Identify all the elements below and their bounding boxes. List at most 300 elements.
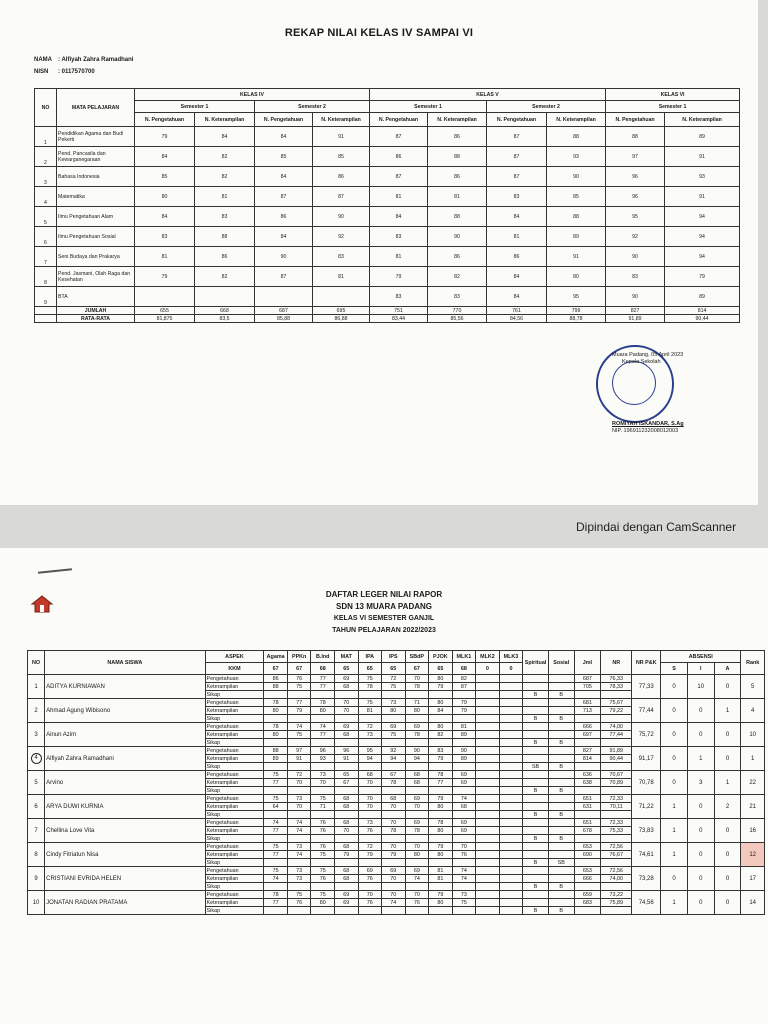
jml-value: 687 bbox=[574, 675, 601, 683]
subject-name: Ilmu Pengetahuan Alam bbox=[57, 207, 135, 227]
subject-name: BTA bbox=[57, 287, 135, 307]
row-number: 7 bbox=[35, 247, 57, 267]
score-cell: 68 bbox=[405, 779, 429, 787]
absen-i-value: 0 bbox=[687, 843, 714, 867]
score-cell bbox=[405, 811, 429, 819]
score-cell: 80 bbox=[311, 899, 335, 907]
student-number: 7 bbox=[28, 819, 45, 843]
score-cell: 74 bbox=[287, 819, 311, 827]
score-cell: 75 bbox=[287, 731, 311, 739]
score-cell: 89 bbox=[264, 755, 288, 763]
nr-cell bbox=[601, 787, 632, 795]
score-cell: 68 bbox=[334, 843, 358, 851]
signature-place-date: Muara Padang, 05 April 2023 bbox=[612, 352, 684, 358]
sosial-value: B bbox=[548, 715, 574, 723]
score-cell bbox=[476, 763, 500, 771]
score-cell bbox=[476, 859, 500, 867]
spiritual-cell bbox=[523, 755, 549, 763]
score-cell bbox=[499, 891, 523, 899]
student-row bbox=[28, 723, 765, 731]
score-cell: 68 bbox=[358, 771, 382, 779]
score-cell: 96 bbox=[606, 187, 665, 207]
score-cell: 65 bbox=[334, 771, 358, 779]
score-cell: 80 bbox=[429, 827, 453, 835]
subject-header: MLK2 bbox=[476, 651, 500, 663]
ket-col-header: N. Keterampilan bbox=[428, 113, 487, 127]
score-cell: 86 bbox=[370, 147, 428, 167]
score-cell bbox=[264, 763, 288, 771]
student-row bbox=[28, 867, 765, 875]
spiritual-value: B bbox=[523, 715, 549, 723]
sosial-cell bbox=[548, 819, 574, 827]
score-cell bbox=[358, 811, 382, 819]
nr-cell bbox=[601, 907, 632, 915]
spiritual-cell bbox=[523, 731, 549, 739]
subject-row bbox=[35, 167, 740, 187]
nrpk-value: 91,17 bbox=[632, 747, 661, 771]
rank-value: 14 bbox=[741, 891, 765, 915]
score-cell: 81 bbox=[313, 267, 370, 287]
score-cell: 84 bbox=[487, 267, 547, 287]
score-cell: 84 bbox=[255, 127, 313, 147]
subject-header: MLK3 bbox=[499, 651, 523, 663]
row-number: 2 bbox=[35, 147, 57, 167]
score-cell: 88 bbox=[547, 207, 606, 227]
score-cell: 84 bbox=[429, 707, 453, 715]
spiritual-cell bbox=[523, 803, 549, 811]
absen-i-value: 0 bbox=[687, 723, 714, 747]
score-cell: 94 bbox=[358, 755, 382, 763]
score-cell bbox=[452, 691, 476, 699]
kkm-value: 67 bbox=[264, 663, 288, 675]
score-cell: 75 bbox=[264, 867, 288, 875]
score-cell bbox=[499, 755, 523, 763]
score-cell bbox=[476, 771, 500, 779]
score-cell bbox=[311, 835, 335, 843]
score-cell bbox=[264, 907, 288, 915]
nr-value: 70,11 bbox=[601, 803, 632, 811]
total-row-value: 827 bbox=[606, 307, 665, 315]
nr-value: 76,67 bbox=[601, 851, 632, 859]
score-cell: 79 bbox=[665, 267, 740, 287]
spiritual-cell bbox=[523, 771, 549, 779]
jml-cell bbox=[574, 763, 601, 771]
score-cell: 80 bbox=[429, 803, 453, 811]
score-cell: 77 bbox=[311, 731, 335, 739]
jml-value: 636 bbox=[574, 771, 601, 779]
score-cell bbox=[499, 819, 523, 827]
score-cell: 91 bbox=[334, 755, 358, 763]
kkm-value: 0 bbox=[499, 663, 523, 675]
absen-s-value: 0 bbox=[661, 771, 688, 795]
score-cell bbox=[476, 683, 500, 691]
score-cell: 77 bbox=[287, 699, 311, 707]
score-cell bbox=[499, 795, 523, 803]
score-cell bbox=[334, 739, 358, 747]
score-cell bbox=[476, 747, 500, 755]
recap-title: REKAP NILAI KELAS IV SAMPAI VI bbox=[284, 27, 474, 39]
student-name: Chellina Love Vita bbox=[45, 819, 205, 843]
score-cell bbox=[287, 883, 311, 891]
score-cell: 74 bbox=[264, 875, 288, 883]
sosial-value: B bbox=[548, 835, 574, 843]
score-cell: 92 bbox=[606, 227, 665, 247]
total-row-value: 687 bbox=[255, 307, 313, 315]
score-cell bbox=[499, 683, 523, 691]
signature-name: ROMIYAH ISKANDAR, S.Ag bbox=[612, 421, 684, 427]
score-cell bbox=[382, 691, 406, 699]
score-cell: 73 bbox=[287, 843, 311, 851]
score-cell bbox=[405, 883, 429, 891]
score-cell: 85 bbox=[313, 147, 370, 167]
total-row-value: 695 bbox=[313, 307, 370, 315]
student-number: 9 bbox=[28, 867, 45, 891]
jml-header: Jml bbox=[574, 651, 601, 675]
sosial-cell bbox=[548, 827, 574, 835]
score-cell: 81 bbox=[429, 867, 453, 875]
ledger-title: DAFTAR LEGER NILAI RAPOR bbox=[325, 590, 443, 599]
aspect-label: Sikap bbox=[205, 907, 264, 915]
subject-row bbox=[35, 207, 740, 227]
jml-cell bbox=[574, 787, 601, 795]
aspect-label: Sikap bbox=[205, 787, 264, 795]
score-cell: 84 bbox=[255, 167, 313, 187]
absen-s-value: 1 bbox=[661, 891, 688, 915]
recap-table bbox=[34, 88, 740, 323]
score-cell: 73 bbox=[358, 731, 382, 739]
jml-value: 631 bbox=[574, 803, 601, 811]
score-cell: 81 bbox=[358, 707, 382, 715]
score-cell: 75 bbox=[287, 891, 311, 899]
score-cell: 84 bbox=[487, 207, 547, 227]
total-row-value: 655 bbox=[135, 307, 195, 315]
score-cell bbox=[382, 907, 406, 915]
score-cell: 80 bbox=[405, 707, 429, 715]
score-cell: 79 bbox=[135, 267, 195, 287]
score-cell: 70 bbox=[452, 843, 476, 851]
score-cell bbox=[287, 835, 311, 843]
score-cell: 88 bbox=[264, 683, 288, 691]
subject-name: Ilmu Pengetahuan Sosial bbox=[57, 227, 135, 247]
score-cell: 75 bbox=[452, 899, 476, 907]
absen-s-value: 0 bbox=[661, 723, 688, 747]
absen-s-value: 1 bbox=[661, 795, 688, 819]
aspect-label: Keterampilan bbox=[205, 779, 264, 787]
score-cell bbox=[429, 787, 453, 795]
score-cell: 83 bbox=[135, 227, 195, 247]
sosial-cell bbox=[548, 747, 574, 755]
score-cell: 76 bbox=[287, 899, 311, 907]
sosial-cell bbox=[548, 755, 574, 763]
score-cell bbox=[499, 851, 523, 859]
score-cell: 76 bbox=[405, 899, 429, 907]
score-cell bbox=[476, 787, 500, 795]
spiritual-cell bbox=[523, 867, 549, 875]
score-cell: 69 bbox=[382, 867, 406, 875]
score-cell: 73 bbox=[452, 891, 476, 899]
score-cell bbox=[476, 819, 500, 827]
student-name: Alfiyah Zahra Ramadhani bbox=[45, 747, 205, 771]
absen-s-value: 0 bbox=[661, 867, 688, 891]
score-cell: 87 bbox=[487, 147, 547, 167]
score-cell bbox=[476, 811, 500, 819]
student-row bbox=[28, 699, 765, 707]
score-cell bbox=[476, 875, 500, 883]
score-cell bbox=[429, 691, 453, 699]
score-cell bbox=[382, 883, 406, 891]
jml-value: 827 bbox=[574, 747, 601, 755]
score-cell: 81 bbox=[452, 723, 476, 731]
nr-value: 76,33 bbox=[601, 675, 632, 683]
score-cell bbox=[358, 691, 382, 699]
score-cell: 86 bbox=[264, 675, 288, 683]
spiritual-cell bbox=[523, 699, 549, 707]
sosial-cell bbox=[548, 803, 574, 811]
score-cell: 77 bbox=[264, 779, 288, 787]
score-cell bbox=[264, 691, 288, 699]
score-cell: 76 bbox=[311, 843, 335, 851]
score-cell: 90 bbox=[428, 227, 487, 247]
subject-name: Pend. Jasmani, Olah Raga dan Kesehatan bbox=[57, 267, 135, 287]
kelas5-header: KELAS V bbox=[370, 89, 606, 101]
row-number: 5 bbox=[35, 207, 57, 227]
subject-row bbox=[35, 127, 740, 147]
jml-value: 651 bbox=[574, 819, 601, 827]
score-cell bbox=[499, 883, 523, 891]
score-cell: 68 bbox=[382, 795, 406, 803]
score-cell bbox=[476, 867, 500, 875]
score-cell: 79 bbox=[358, 851, 382, 859]
score-cell: 75 bbox=[382, 683, 406, 691]
score-cell bbox=[405, 715, 429, 723]
score-cell: 83 bbox=[370, 227, 428, 247]
kelas4-header: KELAS IV bbox=[135, 89, 370, 101]
score-cell: 79 bbox=[334, 851, 358, 859]
spiritual-cell bbox=[523, 875, 549, 883]
score-cell bbox=[311, 763, 335, 771]
score-cell: 70 bbox=[382, 843, 406, 851]
aspect-label: Keterampilan bbox=[205, 851, 264, 859]
score-cell bbox=[358, 739, 382, 747]
score-cell bbox=[287, 691, 311, 699]
jml-value: 653 bbox=[574, 843, 601, 851]
jml-value: 814 bbox=[574, 755, 601, 763]
score-cell bbox=[405, 691, 429, 699]
score-cell bbox=[476, 795, 500, 803]
score-cell bbox=[358, 763, 382, 771]
score-cell: 86 bbox=[195, 247, 255, 267]
nr-cell bbox=[601, 739, 632, 747]
score-cell: 70 bbox=[358, 803, 382, 811]
score-cell bbox=[476, 739, 500, 747]
subject-row bbox=[35, 287, 740, 307]
jml-cell bbox=[574, 715, 601, 723]
spiritual-cell bbox=[523, 827, 549, 835]
score-cell: 72 bbox=[358, 843, 382, 851]
total-row-value: 761 bbox=[487, 307, 547, 315]
row-number: 3 bbox=[35, 167, 57, 187]
score-cell: 70 bbox=[358, 795, 382, 803]
score-cell bbox=[382, 715, 406, 723]
score-cell: 83 bbox=[195, 207, 255, 227]
score-cell: 79 bbox=[135, 127, 195, 147]
score-cell: 71 bbox=[405, 699, 429, 707]
score-cell: 73 bbox=[311, 771, 335, 779]
jml-cell bbox=[574, 883, 601, 891]
score-cell bbox=[499, 779, 523, 787]
score-cell: 79 bbox=[370, 267, 428, 287]
score-cell: 80 bbox=[264, 731, 288, 739]
score-cell bbox=[429, 763, 453, 771]
student-row bbox=[28, 771, 765, 779]
student-row bbox=[28, 675, 765, 683]
score-cell: 73 bbox=[358, 819, 382, 827]
score-cell: 76 bbox=[358, 899, 382, 907]
score-cell bbox=[382, 787, 406, 795]
total-row-value: 770 bbox=[428, 307, 487, 315]
score-cell: 78 bbox=[311, 699, 335, 707]
score-cell: 81 bbox=[135, 247, 195, 267]
jml-cell bbox=[574, 859, 601, 867]
subject-header: IPS bbox=[382, 651, 406, 663]
spiritual-cell bbox=[523, 707, 549, 715]
row-number: 8 bbox=[35, 267, 57, 287]
aspect-label: Pengetahuan bbox=[205, 771, 264, 779]
subject-header: MAT bbox=[334, 651, 358, 663]
absen-a-value: 0 bbox=[714, 747, 741, 771]
subject-name: Pend. Pancasila dan Kewarganegaraan bbox=[57, 147, 135, 167]
score-cell: 77 bbox=[264, 899, 288, 907]
score-cell: 78 bbox=[405, 731, 429, 739]
score-cell: 80 bbox=[429, 851, 453, 859]
score-cell: 70 bbox=[358, 779, 382, 787]
score-cell bbox=[476, 779, 500, 787]
score-cell: 79 bbox=[429, 795, 453, 803]
sosial-cell bbox=[548, 699, 574, 707]
average-row-label: RATA-RATA bbox=[57, 315, 135, 323]
spiritual-cell bbox=[523, 747, 549, 755]
absen-i-header: I bbox=[687, 663, 714, 675]
sosial-cell bbox=[548, 867, 574, 875]
score-cell: 87 bbox=[487, 127, 547, 147]
score-cell: 69 bbox=[405, 867, 429, 875]
nr-header: NR bbox=[601, 651, 632, 675]
score-cell bbox=[452, 835, 476, 843]
aspect-label: Keterampilan bbox=[205, 683, 264, 691]
score-cell: 75 bbox=[358, 699, 382, 707]
score-cell: 69 bbox=[452, 779, 476, 787]
spiritual-cell bbox=[523, 675, 549, 683]
score-cell: 70 bbox=[405, 843, 429, 851]
aspect-label: Pengetahuan bbox=[205, 843, 264, 851]
score-cell: 82 bbox=[452, 675, 476, 683]
absen-s-header: S bbox=[661, 663, 688, 675]
average-row-value: 85,56 bbox=[428, 315, 487, 323]
score-cell bbox=[452, 739, 476, 747]
score-cell: 68 bbox=[334, 683, 358, 691]
score-cell: 91 bbox=[665, 187, 740, 207]
nr-cell bbox=[601, 835, 632, 843]
absen-a-value: 1 bbox=[714, 699, 741, 723]
score-cell bbox=[195, 287, 255, 307]
score-cell bbox=[499, 691, 523, 699]
aspect-label: Keterampilan bbox=[205, 731, 264, 739]
score-cell: 89 bbox=[547, 227, 606, 247]
score-cell: 68 bbox=[334, 803, 358, 811]
spiritual-value: B bbox=[523, 883, 549, 891]
score-cell: 82 bbox=[428, 267, 487, 287]
absen-i-value: 0 bbox=[687, 699, 714, 723]
score-cell: 81 bbox=[195, 187, 255, 207]
score-cell: 68 bbox=[334, 819, 358, 827]
score-cell: 76 bbox=[358, 875, 382, 883]
score-cell: 94 bbox=[405, 755, 429, 763]
kkm-value: 67 bbox=[287, 663, 311, 675]
score-cell bbox=[499, 763, 523, 771]
score-cell bbox=[476, 899, 500, 907]
score-cell: 74 bbox=[287, 851, 311, 859]
score-cell: 79 bbox=[429, 843, 453, 851]
sosial-cell bbox=[548, 675, 574, 683]
sosial-cell bbox=[548, 779, 574, 787]
score-cell: 75 bbox=[311, 891, 335, 899]
ket-col-header: N. Keterampilan bbox=[547, 113, 606, 127]
score-cell: 75 bbox=[264, 843, 288, 851]
score-cell bbox=[287, 859, 311, 867]
student-number: 10 bbox=[28, 891, 45, 915]
nr-value: 72,56 bbox=[601, 867, 632, 875]
score-cell bbox=[287, 787, 311, 795]
score-cell bbox=[476, 699, 500, 707]
sosial-value: B bbox=[548, 883, 574, 891]
absen-s-value: 0 bbox=[661, 699, 688, 723]
rank-value: 1 bbox=[741, 747, 765, 771]
score-cell bbox=[499, 859, 523, 867]
ket-col-header: N. Keterampilan bbox=[313, 113, 370, 127]
ket-col-header: N. Keterampilan bbox=[195, 113, 255, 127]
score-cell: 68 bbox=[334, 875, 358, 883]
student-number: 3 bbox=[28, 723, 45, 747]
sosial-value: B bbox=[548, 739, 574, 747]
score-cell bbox=[452, 883, 476, 891]
score-cell: 75 bbox=[311, 867, 335, 875]
score-cell: 79 bbox=[452, 707, 476, 715]
score-cell: 78 bbox=[264, 723, 288, 731]
average-row-value: 90,44 bbox=[665, 315, 740, 323]
score-cell: 94 bbox=[382, 755, 406, 763]
ledger-table bbox=[27, 650, 765, 915]
score-cell bbox=[499, 835, 523, 843]
kelas6-header: KELAS VI bbox=[606, 89, 740, 101]
kkm-value: 0 bbox=[476, 663, 500, 675]
score-cell bbox=[429, 907, 453, 915]
subject-header: B.Ind bbox=[311, 651, 335, 663]
subject-header: MATA PELAJARAN bbox=[57, 89, 135, 127]
sosial-cell bbox=[548, 899, 574, 907]
name-label: NAMA bbox=[34, 57, 52, 63]
score-cell: 77 bbox=[264, 827, 288, 835]
nr-value: 74,00 bbox=[601, 875, 632, 883]
absen-s-value: 1 bbox=[661, 843, 688, 867]
score-cell bbox=[499, 675, 523, 683]
score-cell: 84 bbox=[487, 287, 547, 307]
absen-a-value: 2 bbox=[714, 795, 741, 819]
score-cell: 83 bbox=[370, 287, 428, 307]
subject-header: Agama bbox=[264, 651, 288, 663]
score-cell: 76 bbox=[311, 819, 335, 827]
score-cell: 87 bbox=[255, 267, 313, 287]
ledger-class: KELAS VI SEMESTER GANJIL bbox=[333, 615, 435, 622]
